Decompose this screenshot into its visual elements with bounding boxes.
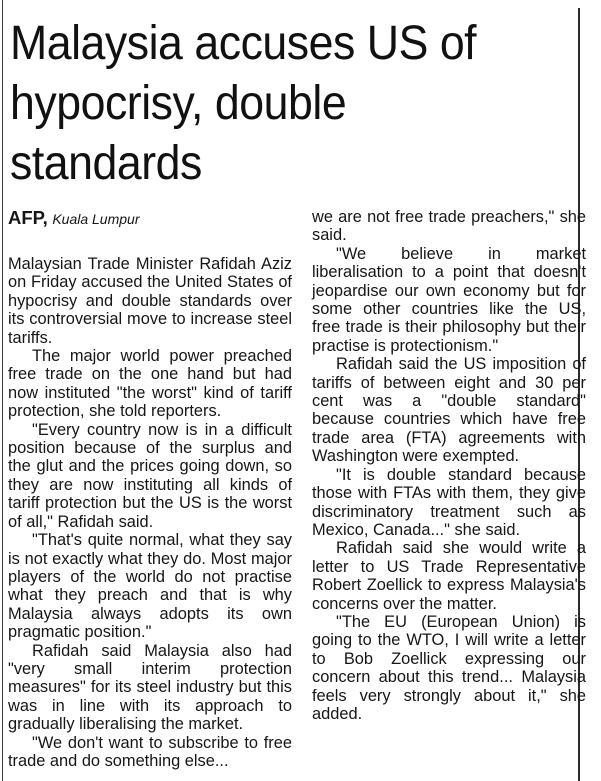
byline-agency: AFP, [8, 207, 48, 228]
paragraph: Rafidah said Malaysia also had "very small interim protection measures" for its steel industry but this was in line with its approach to gradually liberalising the market. [8, 641, 292, 734]
paragraph: "That's quite normal, what they say is not exactly what they do. Most major players of the world do not practise what they preach and that is why Malaysia always adopts its own pragmatic position." [8, 531, 292, 642]
paragraph: The major world power preached free trade on the one hand but had now instituted "the worst" kind of tariff protection, she told reporters. [8, 347, 292, 421]
left-border-rule [2, 0, 3, 781]
paragraph: Malaysian Trade Minister Rafidah Aziz on Friday accused the United States of hypocrisy and double standards over its controversial move to increase steel tariffs. [8, 255, 292, 347]
paragraph: Rafidah said the US imposition of tariffs of between eight and 30 per cent was a "double standard" because countries which have free trade area (FTA) agreements with Washington were exempted. [312, 355, 586, 466]
paragraph: Rafidah said she would write a letter to US Trade Representative Robert Zoellick to express Malaysia's concerns over the matter. [312, 539, 586, 613]
paragraph: "We don't want to subscribe to free trade and do something else... [8, 733, 292, 770]
paragraph: "It is double standard because those with FTAs with them, they give discriminatory treatment such as Mexico, Canada..." she said. [312, 465, 586, 539]
article-headline: Malaysia accuses US of hypocrisy, double standards [10, 17, 477, 190]
byline [8, 208, 292, 229]
article-column-right [312, 208, 586, 723]
paragraph: "The EU (European Union) is going to the WTO, I will write a letter to Bob Zoellick expressing our concern about this trend... Malaysia feels very strongly about it," she added. [312, 612, 586, 723]
paragraph: "Every country now is in a difficult position because of the surplus and the glut and the prices going down, so they are now instituting all kinds of tariff protection but the US is the worst of all," Rafidah said. [8, 420, 292, 531]
paragraph-continued: we are not free trade preachers," she said. [312, 208, 586, 245]
paragraph: "We believe in market liberalisation to a point that doesn't jeopardise our own economy but for some other countries like the US, free trade is their philosophy but their practise is protectionism." [312, 244, 586, 355]
byline-dateline: Kuala Lumpur [52, 211, 140, 227]
article-column-left [8, 208, 292, 770]
